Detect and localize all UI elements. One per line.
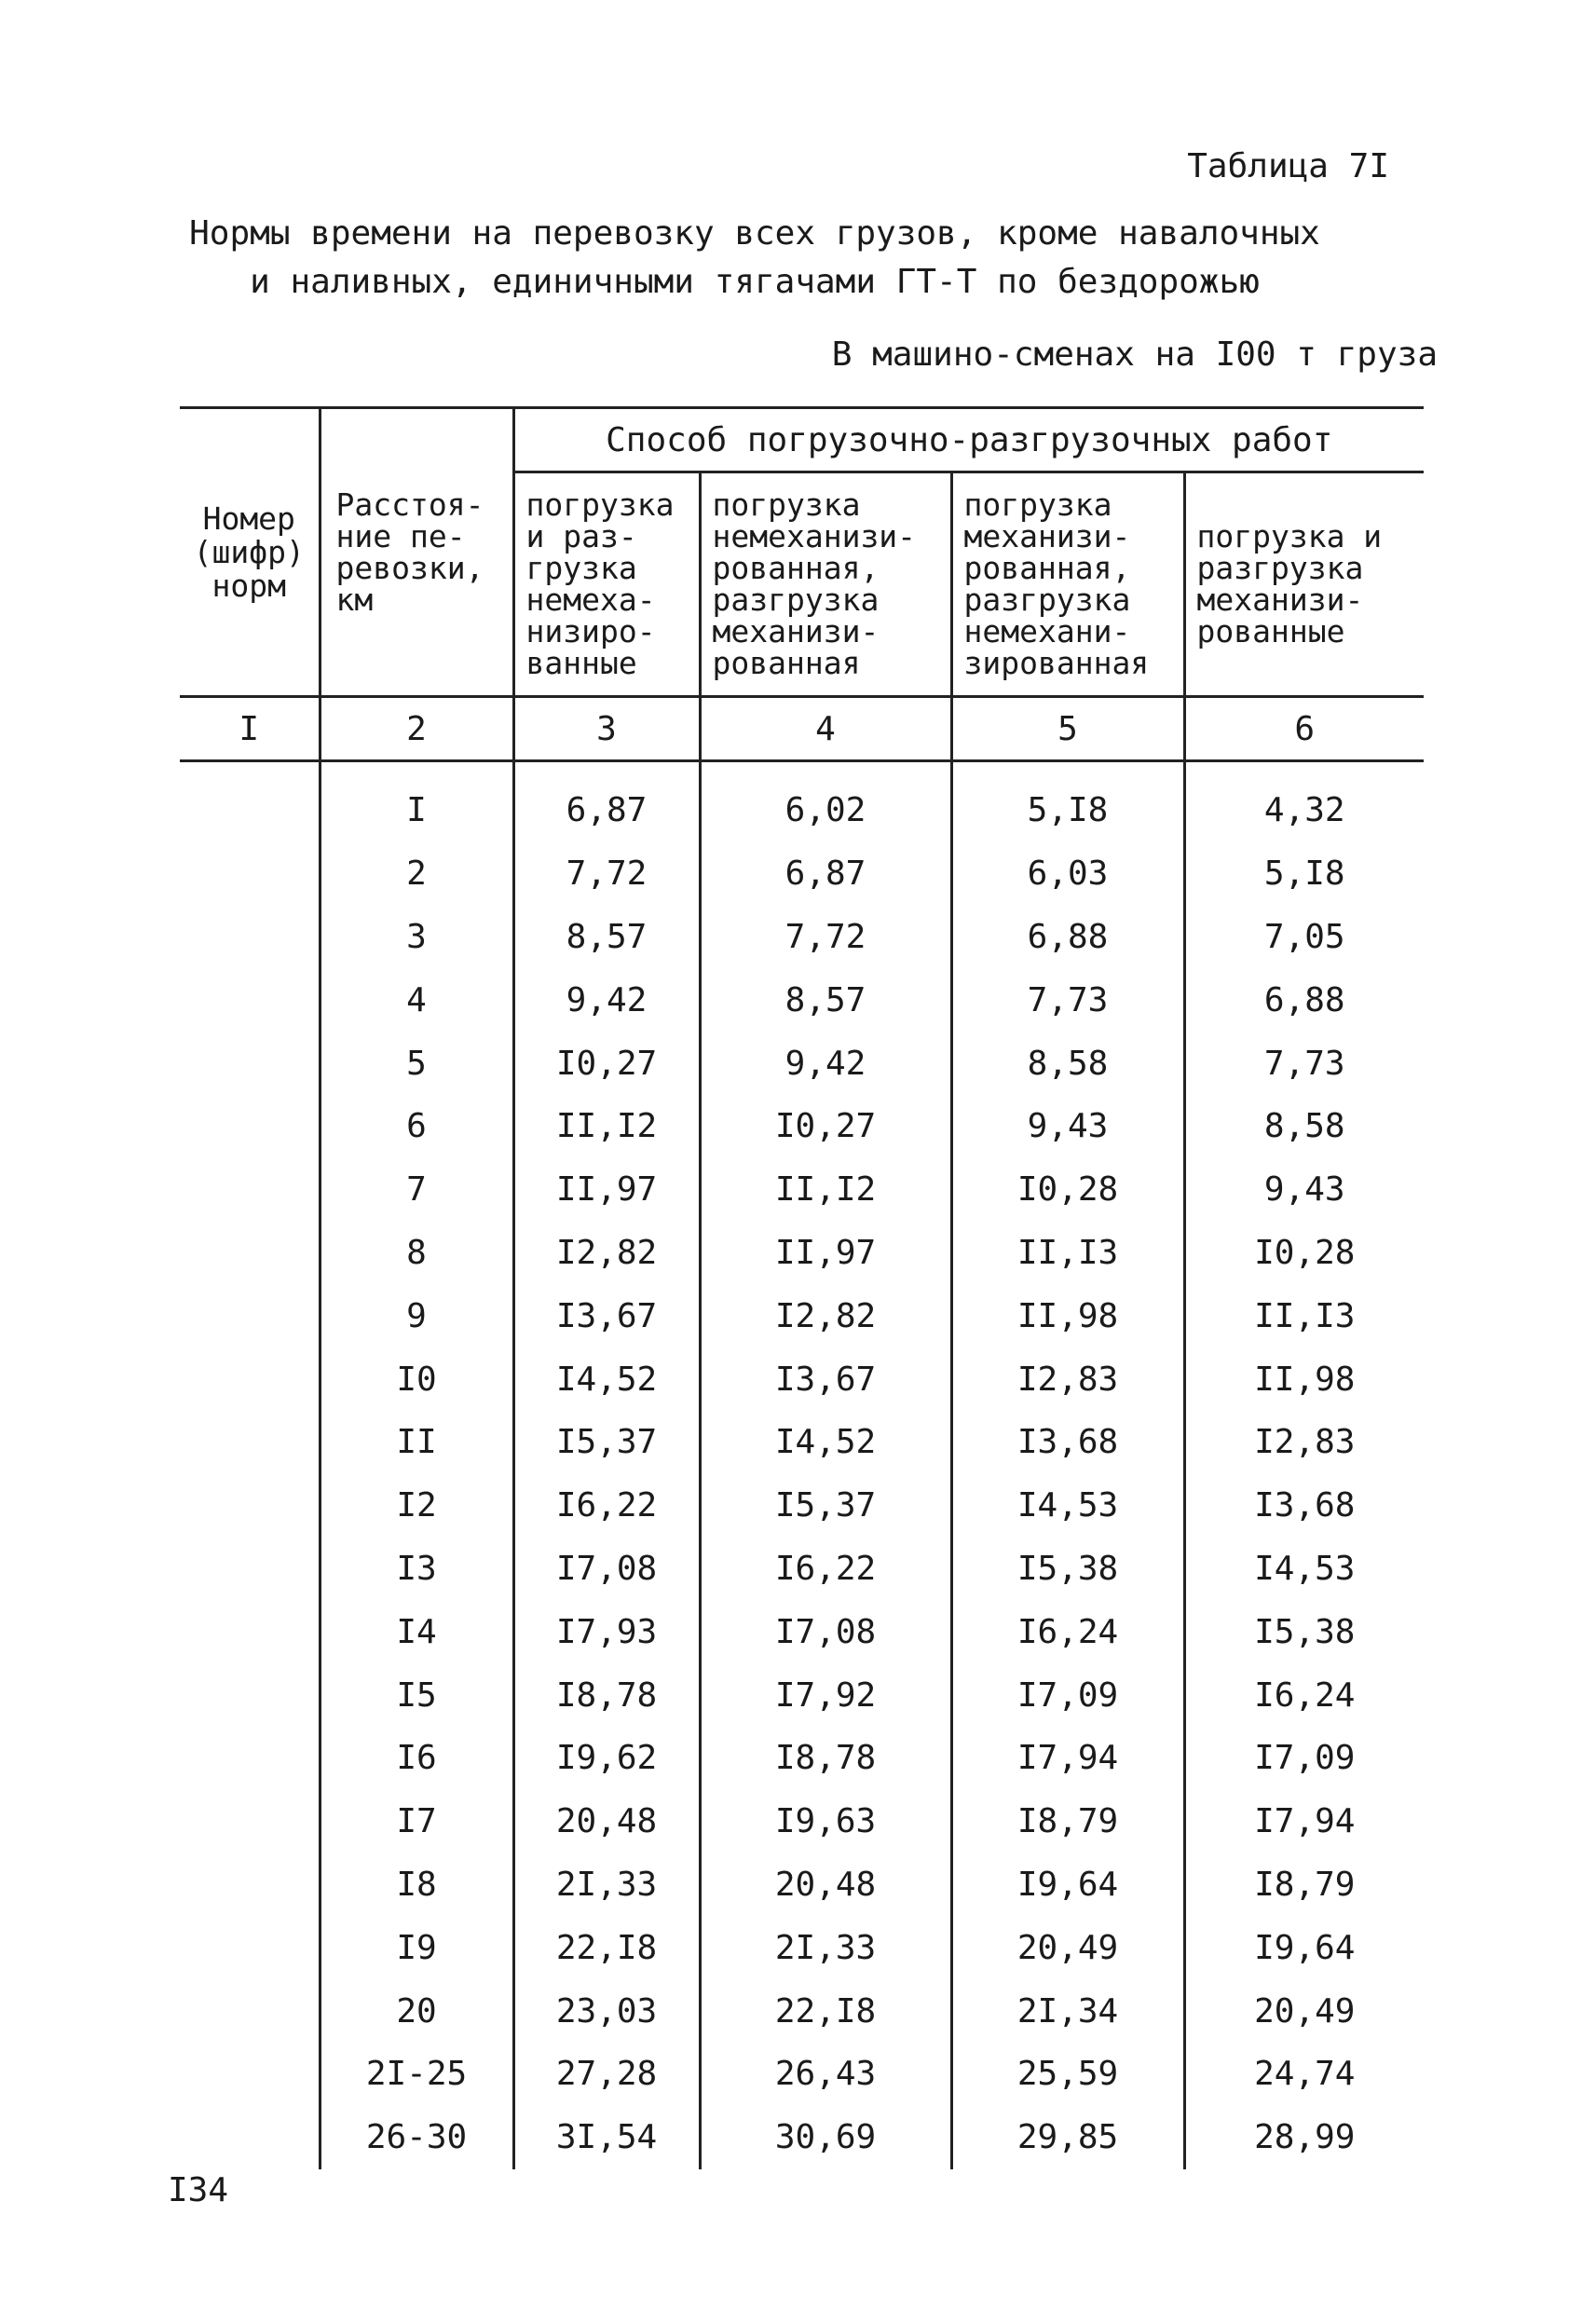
value-cell-col4: I7,08 [700, 1600, 951, 1663]
value-cell-col5: I7,94 [951, 1727, 1184, 1790]
value-cell-col6: II,98 [1184, 1347, 1424, 1411]
value-cell-col3: I5,37 [513, 1411, 700, 1474]
table-label: Таблица 7I [1187, 147, 1389, 185]
table-row [180, 1663, 1424, 1727]
value-cell-col6: I7,09 [1184, 1727, 1424, 1790]
value-cell-col3: I7,93 [513, 1600, 700, 1663]
title-line-1: Нормы времени на перевозку всех грузов, кроме навалочных [189, 214, 1320, 253]
value-cell-col5: I7,09 [951, 1663, 1184, 1727]
column-number: 2 [320, 697, 513, 761]
distance-cell: I6 [320, 1727, 513, 1790]
value-cell-col6: I6,24 [1184, 1663, 1424, 1727]
value-cell-col4: I6,22 [700, 1538, 951, 1601]
value-cell-col3: 23,03 [513, 1979, 700, 2043]
value-cell-col3: I2,82 [513, 1222, 700, 1285]
norm-number-cell [180, 1222, 320, 1285]
norm-number-cell [180, 1853, 320, 1917]
value-cell-col4: 2I,33 [700, 1916, 951, 1979]
value-cell-col6: 20,49 [1184, 1979, 1424, 2043]
value-cell-col5: 25,59 [951, 2043, 1184, 2106]
distance-cell: I7 [320, 1790, 513, 1853]
value-cell-col4: II,I2 [700, 1158, 951, 1222]
table-row [180, 1158, 1424, 1222]
norm-number-cell [180, 1916, 320, 1979]
value-cell-col5: I6,24 [951, 1600, 1184, 1663]
table-row [180, 906, 1424, 969]
value-cell-col6: I0,28 [1184, 1222, 1424, 1285]
norm-number-cell [180, 1095, 320, 1158]
table-row [180, 1032, 1424, 1095]
distance-cell: 2I-25 [320, 2043, 513, 2106]
norm-number-cell [180, 1158, 320, 1222]
distance-cell: I8 [320, 1853, 513, 1917]
value-cell-col5: 6,88 [951, 906, 1184, 969]
value-cell-col5: I5,38 [951, 1538, 1184, 1601]
distance-cell: I3 [320, 1538, 513, 1601]
distance-cell: 20 [320, 1979, 513, 2043]
value-cell-col4: 26,43 [700, 2043, 951, 2106]
value-cell-col6: I5,38 [1184, 1600, 1424, 1663]
value-cell-col4: I9,63 [700, 1790, 951, 1853]
distance-cell: I9 [320, 1916, 513, 1979]
page-number: I34 [168, 2171, 229, 2209]
value-cell-col3: 6,87 [513, 761, 700, 842]
value-cell-col3: 8,57 [513, 906, 700, 969]
value-cell-col4: I2,82 [700, 1284, 951, 1347]
header-distance-text: Расстоя-ние пе-ревозки, км [335, 485, 484, 618]
table-row [180, 842, 1424, 906]
header-distance [320, 408, 513, 697]
table-row [180, 1347, 1424, 1411]
distance-cell: 2 [320, 842, 513, 906]
header-norm-number [180, 408, 320, 697]
distance-cell: 9 [320, 1284, 513, 1347]
header-col-6: погрузка и разгрузка механизи-рованные [1184, 472, 1424, 697]
value-cell-col3: 3I,54 [513, 2106, 700, 2169]
norm-number-cell [180, 1284, 320, 1347]
value-cell-col6: I8,79 [1184, 1853, 1424, 1917]
header-col-4: погрузка немеханизи-рованная, разгрузка механизи-рованная [700, 472, 951, 697]
table-row [180, 1727, 1424, 1790]
norm-number-cell [180, 1347, 320, 1411]
value-cell-col3: I0,27 [513, 1032, 700, 1095]
value-cell-col4: 9,42 [700, 1032, 951, 1095]
norm-number-cell [180, 1032, 320, 1095]
value-cell-col6: I3,68 [1184, 1474, 1424, 1538]
value-cell-col3: 2I,33 [513, 1853, 700, 1917]
header-col-5: погрузка механизи-рованная, разгрузка немехани-зированная [951, 472, 1184, 697]
value-cell-col4: 6,02 [700, 761, 951, 842]
table-row [180, 2043, 1424, 2106]
distance-cell: 8 [320, 1222, 513, 1285]
value-cell-col3: I4,52 [513, 1347, 700, 1411]
value-cell-col6: I4,53 [1184, 1538, 1424, 1601]
norm-number-cell [180, 1411, 320, 1474]
value-cell-col3: I8,78 [513, 1663, 700, 1727]
header-method-group: Способ погрузочно-разгрузочных работ [513, 408, 1424, 472]
value-cell-col3: I3,67 [513, 1284, 700, 1347]
distance-cell: I2 [320, 1474, 513, 1538]
value-cell-col5: II,I3 [951, 1222, 1184, 1285]
value-cell-col5: I8,79 [951, 1790, 1184, 1853]
norm-number-cell [180, 2106, 320, 2169]
table-row [180, 968, 1424, 1032]
value-cell-col5: 20,49 [951, 1916, 1184, 1979]
column-number: 4 [700, 697, 951, 761]
value-cell-col6: I2,83 [1184, 1411, 1424, 1474]
norm-number-cell [180, 1790, 320, 1853]
norm-number-cell [180, 1663, 320, 1727]
value-cell-col3: 27,28 [513, 2043, 700, 2106]
value-cell-col3: II,97 [513, 1158, 700, 1222]
value-cell-col5: 7,73 [951, 968, 1184, 1032]
value-cell-col4: I4,52 [700, 1411, 951, 1474]
table-row [180, 1600, 1424, 1663]
value-cell-col5: 29,85 [951, 2106, 1184, 2169]
value-cell-col6: 4,32 [1184, 761, 1424, 842]
norm-number-cell [180, 1600, 320, 1663]
distance-cell: I4 [320, 1600, 513, 1663]
value-cell-col6: 8,58 [1184, 1095, 1424, 1158]
value-cell-col5: I0,28 [951, 1158, 1184, 1222]
norm-number-cell [180, 1538, 320, 1601]
norm-number-cell [180, 842, 320, 906]
distance-cell: 3 [320, 906, 513, 969]
norm-number-cell [180, 906, 320, 969]
value-cell-col3: I7,08 [513, 1538, 700, 1601]
table-row [180, 1853, 1424, 1917]
column-number: 6 [1184, 697, 1424, 761]
value-cell-col5: 5,I8 [951, 761, 1184, 842]
value-cell-col5: 2I,34 [951, 1979, 1184, 2043]
distance-cell: 6 [320, 1095, 513, 1158]
table-row [180, 1790, 1424, 1853]
value-cell-col6: 7,05 [1184, 906, 1424, 969]
value-cell-col6: 5,I8 [1184, 842, 1424, 906]
value-cell-col4: II,97 [700, 1222, 951, 1285]
norms-table [180, 406, 1424, 2169]
value-cell-col4: I0,27 [700, 1095, 951, 1158]
value-cell-col3: 7,72 [513, 842, 700, 906]
table-row [180, 1411, 1424, 1474]
distance-cell: I [320, 761, 513, 842]
value-cell-col6: 24,74 [1184, 2043, 1424, 2106]
value-cell-col6: 6,88 [1184, 968, 1424, 1032]
column-number: 3 [513, 697, 700, 761]
table-title [177, 210, 1332, 307]
value-cell-col5: 6,03 [951, 842, 1184, 906]
value-cell-col4: I5,37 [700, 1474, 951, 1538]
table-row [180, 1474, 1424, 1538]
value-cell-col4: 8,57 [700, 968, 951, 1032]
norm-number-cell [180, 1979, 320, 2043]
value-cell-col5: I4,53 [951, 1474, 1184, 1538]
value-cell-col3: II,I2 [513, 1095, 700, 1158]
norm-number-cell [180, 1474, 320, 1538]
table-row [180, 1284, 1424, 1347]
value-cell-col4: I7,92 [700, 1663, 951, 1727]
value-cell-col3: I6,22 [513, 1474, 700, 1538]
value-cell-col5: II,98 [951, 1284, 1184, 1347]
table-row [180, 1222, 1424, 1285]
table-row [180, 1538, 1424, 1601]
value-cell-col6: I7,94 [1184, 1790, 1424, 1853]
value-cell-col6: I9,64 [1184, 1916, 1424, 1979]
table-row [180, 761, 1424, 842]
value-cell-col4: I3,67 [700, 1347, 951, 1411]
value-cell-col4: 6,87 [700, 842, 951, 906]
distance-cell: 7 [320, 1158, 513, 1222]
norm-number-cell [180, 968, 320, 1032]
distance-cell: II [320, 1411, 513, 1474]
value-cell-col4: 7,72 [700, 906, 951, 969]
column-number: I [180, 697, 320, 761]
norm-number-cell [180, 1727, 320, 1790]
value-cell-col6: 7,73 [1184, 1032, 1424, 1095]
table-row [180, 1916, 1424, 1979]
value-cell-col3: 20,48 [513, 1790, 700, 1853]
table-body [180, 761, 1424, 2169]
value-cell-col6: 28,99 [1184, 2106, 1424, 2169]
distance-cell: 4 [320, 968, 513, 1032]
value-cell-col6: 9,43 [1184, 1158, 1424, 1222]
table-row [180, 2106, 1424, 2169]
norm-number-cell [180, 761, 320, 842]
title-line-2: и наливных, единичными тягачами ГТ-Т по бездорожью [250, 263, 1260, 301]
distance-cell: 26-30 [320, 2106, 513, 2169]
value-cell-col5: 9,43 [951, 1095, 1184, 1158]
distance-cell: I0 [320, 1347, 513, 1411]
value-cell-col4: 22,I8 [700, 1979, 951, 2043]
header-norm-number-text: Номер (шифр) норм [193, 499, 305, 604]
table-row [180, 1979, 1424, 2043]
value-cell-col6: II,I3 [1184, 1284, 1424, 1347]
distance-cell: I5 [320, 1663, 513, 1727]
value-cell-col3: 22,I8 [513, 1916, 700, 1979]
value-cell-col5: 8,58 [951, 1032, 1184, 1095]
value-cell-col3: 9,42 [513, 968, 700, 1032]
value-cell-col4: I8,78 [700, 1727, 951, 1790]
value-cell-col5: I9,64 [951, 1853, 1184, 1917]
norm-number-cell [180, 2043, 320, 2106]
value-cell-col5: I2,83 [951, 1347, 1184, 1411]
value-cell-col3: I9,62 [513, 1727, 700, 1790]
column-number: 5 [951, 697, 1184, 761]
header-col-3: погрузка и раз-грузка немеха-низиро-ванные [513, 472, 700, 697]
distance-cell: 5 [320, 1032, 513, 1095]
value-cell-col4: 30,69 [700, 2106, 951, 2169]
value-cell-col5: I3,68 [951, 1411, 1184, 1474]
units-note: В машино-сменах на I00 т груза [831, 335, 1438, 374]
table-row [180, 1095, 1424, 1158]
value-cell-col4: 20,48 [700, 1853, 951, 1917]
